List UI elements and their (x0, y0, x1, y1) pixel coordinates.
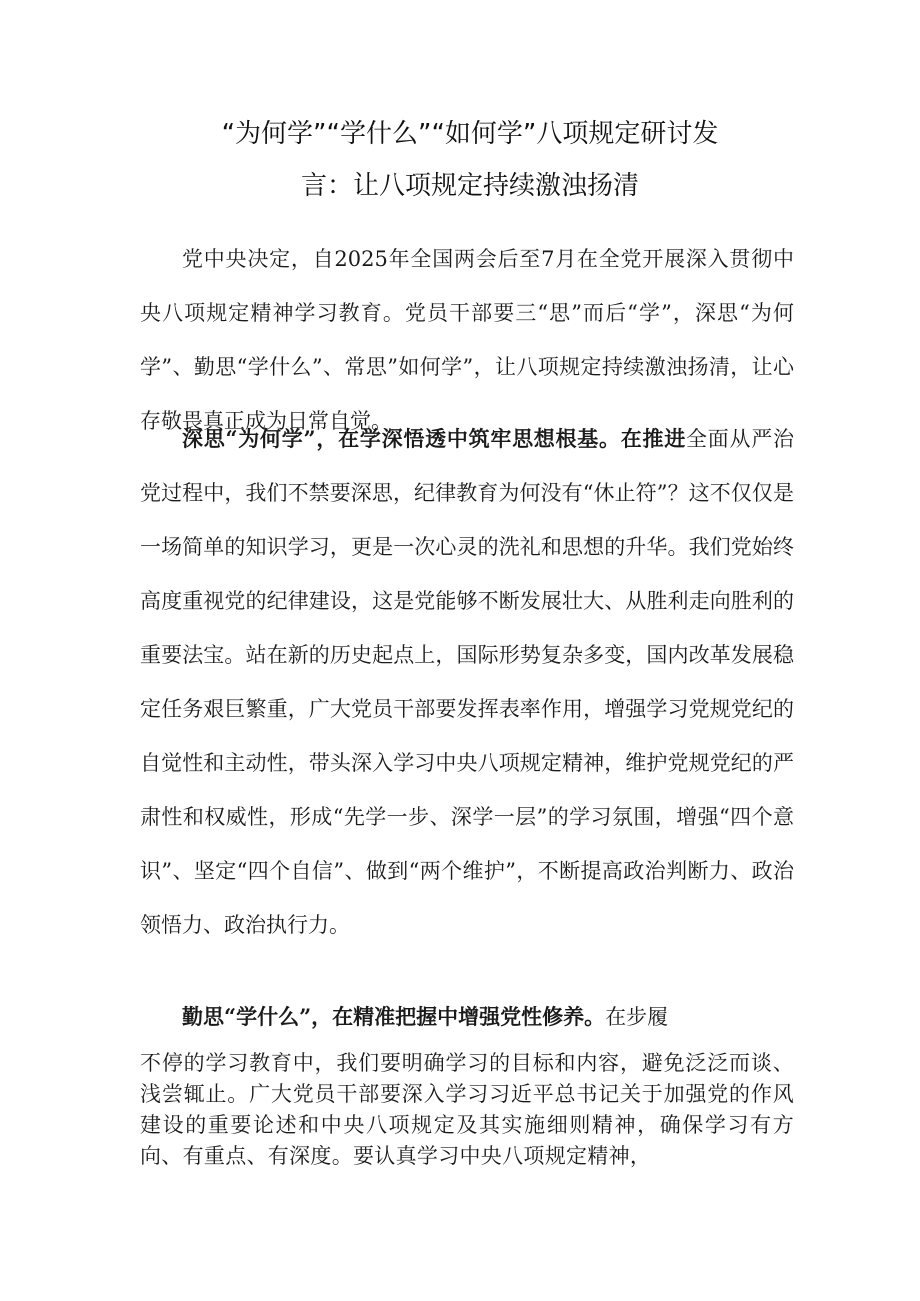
title-line-2: 言：让八项规定持续激浊扬清 (300, 171, 639, 201)
paragraph-what-learn-lead (140, 990, 794, 1044)
paragraph-what-learn-body: 不停的学习教育中，我们要明确学习的目标和内容，避免泛泛而谈、浅尝辄止。广大党员干部要深入学习习近平总书记关于加强党的作风建设的重要论述和中央八项规定及其实施细则精神，确保学习有方向、有重点、有深度。要认真学习中央八项规定精神， (140, 1051, 794, 1168)
paragraph-intro: 党中央决定，自2025年全国两会后至7月在全党开展深入贯彻中央八项规定精神学习教育。党员干部要三“思”而后“学”，深思“为何学”、勤思“学什么”、常思”如何学”，让八项规定持续激浊扬清，让心存敬畏真正成为日常自觉。 (140, 247, 794, 433)
paragraph-what-learn-lead-tail: 在步履 (605, 1005, 669, 1029)
paragraph-what-learn-heading: 勤思“学什么”，在精准把握中增强党性修养。 (182, 1004, 606, 1029)
paragraph-why-learn-heading: 深思“为何学”，在学深悟透中筑牢思想根基。在推进 (182, 426, 687, 451)
document-title (140, 108, 800, 212)
paragraph-why-learn (140, 412, 794, 952)
paragraph-why-learn-body: 全面从严治党过程中，我们不禁要深思，纪律教育为何没有“休止符”？这不仅仅是一场简单的知识学习，更是一次心灵的洗礼和思想的升华。我们党始终高度重视党的纪律建设，这是党能够不断发展壮大、从胜利走向胜利的重要法宝。站在新的历史起点上，国际形势复杂多变，国内改革发展稳定任务艰巨繁重，广大党员干部要发挥表率作用，增强学习党规党纪的自觉性和主动性，带头深入学习中央八项规定精神，维护党规党纪的严肃性和权威性，形成“先学一步、深学一层”的学习氛围，增强“四个意识”、坚定“四个自信”、做到“两个维护”，不断提高政治判断力、政治领悟力、政治执行力。 (140, 427, 795, 937)
title-line-1: “为何学”“学什么”“如何学”八项规定研讨发 (221, 119, 719, 149)
